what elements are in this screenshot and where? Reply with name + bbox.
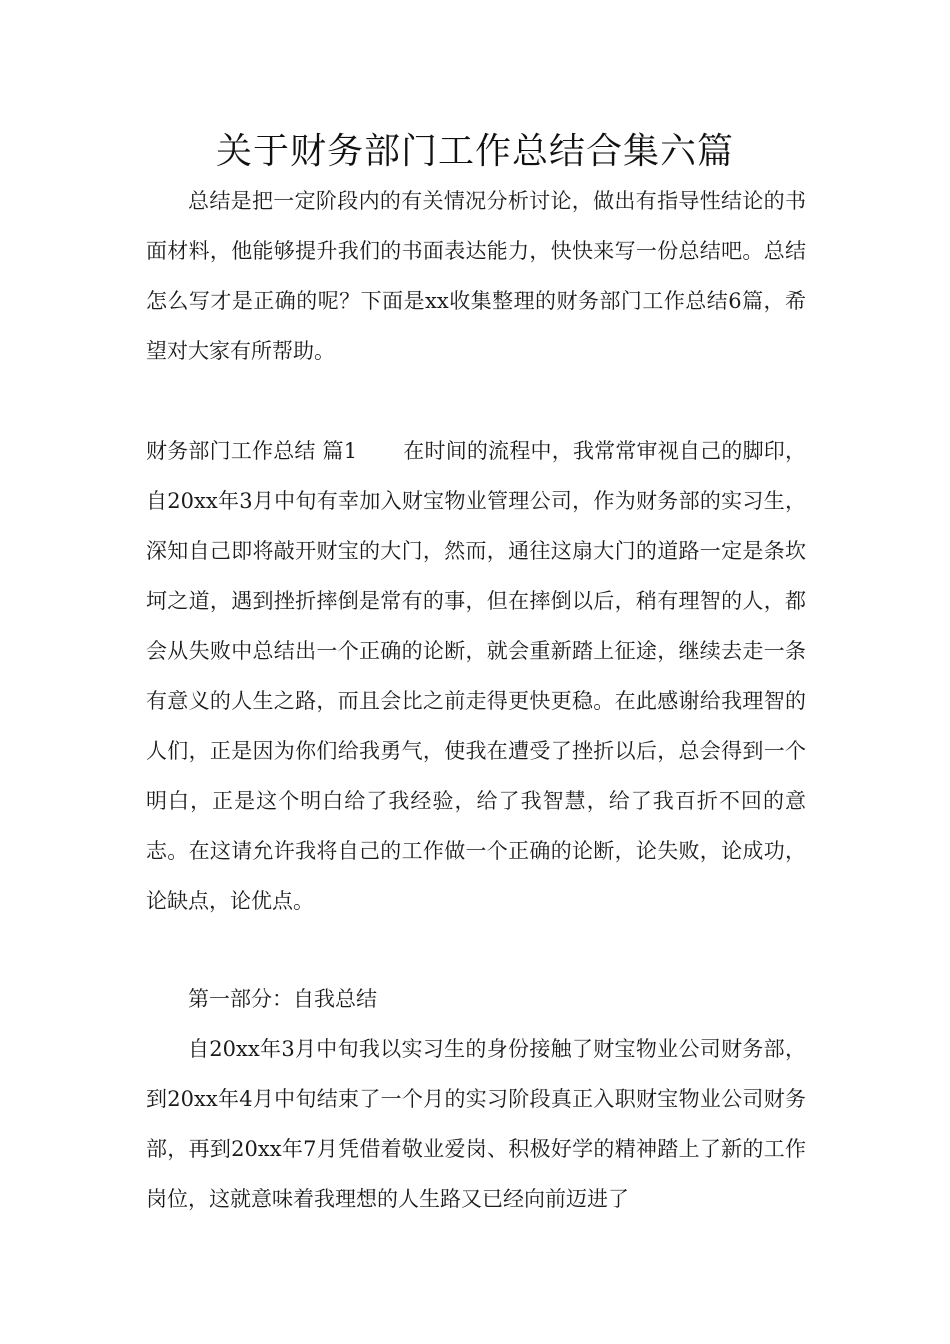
part-1-heading: 第一部分：自我总结 xyxy=(188,987,377,1011)
section-1-text: 在时间的流程中，我常常审视自己的脚印，自20xx年3月中旬有幸加入财宝物业管理公司，作为财务部的实习生，深知自己即将敲开财宝的大门，然而，通往这扇大门的道路一定是条坎坷之道，遇到挫折摔倒是常有的事，但在摔倒以后，稍有理智的人，都会从失败中总结出一个正确的论断，就会重新踏上征途，继续去走一条有意义的人生之路，而且会比之前走得更快更稳。在此感谢给我理智的人们，正是因为你们给我勇气，使我在遭受了挫折以后，总会得到一个明白，正是这个明白给了我经验，给了我智慧，给了我百折不回的意志。在这请允许我将自己的工作做一个正确的论断，论失败，论成功，论缺点，论优点。 xyxy=(146,439,806,913)
part-1-paragraph: 自20xx年3月中旬我以实习生的身份接触了财宝物业公司财务部，到20xx年4月中旬结束了一个月的实习阶段真正入职财宝物业公司财务部，再到20xx年7月凭借着敬业爱岗、积极好学的精神踏上了新的工作岗位，这就意味着我理想的人生路又已经向前迈进了 xyxy=(146,1037,806,1211)
section-1-paragraph xyxy=(146,426,806,926)
document-title: 关于财务部门工作总结合集六篇 xyxy=(215,131,734,172)
intro-paragraph: 总结是把一定阶段内的有关情况分析讨论，做出有指导性结论的书面材料，他能够提升我们的书面表达能力，快快来写一份总结吧。总结怎么写才是正确的呢？下面是xx收集整理的财务部门工作总结6篇，希望对大家有所帮助。 xyxy=(146,189,806,363)
section-1-heading: 财务部门工作总结 篇1 xyxy=(146,439,358,463)
